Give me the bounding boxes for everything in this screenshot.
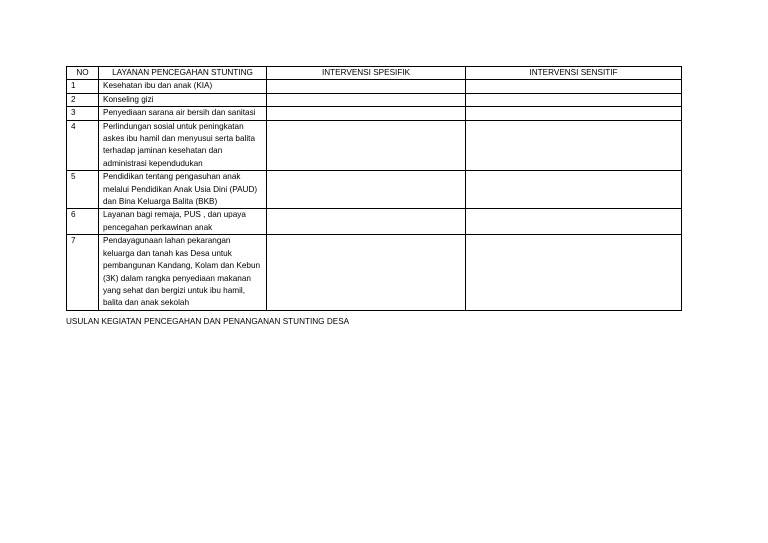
table-row: [67, 209, 682, 235]
sensitive-intervention-cell[interactable]: [466, 120, 682, 171]
row-number: 2: [67, 93, 99, 106]
table-row: [67, 235, 682, 310]
sensitive-intervention-cell[interactable]: [466, 209, 682, 235]
specific-intervention-cell[interactable]: [267, 171, 466, 209]
sensitive-intervention-cell[interactable]: [466, 107, 682, 120]
row-number: 1: [67, 80, 99, 93]
service-cell: Layanan bagi remaja, PUS , dan upaya pencegahan perkawinan anak: [99, 209, 267, 235]
document-caption: USULAN KEGIATAN PENCEGAHAN DAN PENANGANAN STUNTING DESA: [66, 317, 350, 326]
sensitive-intervention-cell[interactable]: [466, 93, 682, 106]
header-layanan: LAYANAN PENCEGAHAN STUNTING: [99, 67, 267, 80]
table-row: [67, 120, 682, 171]
specific-intervention-cell[interactable]: [267, 209, 466, 235]
service-cell: Pendidikan tentang pengasuhan anak melalui Pendidikan Anak Usia Dini (PAUD) dan Bina Keluarga Balita (BKB): [99, 171, 267, 209]
row-number: 3: [67, 107, 99, 120]
table-row: [67, 80, 682, 93]
table-row: [67, 93, 682, 106]
row-number: 6: [67, 209, 99, 235]
service-cell: Perlindungan sosial untuk peningkatan askes ibu hamil dan menyusui serta balita terhadap jaminan kesehatan dan administrasi kependudukan: [99, 120, 267, 171]
table-row: [67, 171, 682, 209]
header-intervensi-spesifik: INTERVENSI SPESIFIK: [267, 67, 466, 80]
specific-intervention-cell[interactable]: [267, 120, 466, 171]
specific-intervention-cell[interactable]: [267, 80, 466, 93]
table-header-row: [67, 67, 682, 80]
service-cell: Konseling gizi: [99, 93, 267, 106]
row-number: 5: [67, 171, 99, 209]
sensitive-intervention-cell[interactable]: [466, 235, 682, 310]
sensitive-intervention-cell[interactable]: [466, 80, 682, 93]
specific-intervention-cell[interactable]: [267, 107, 466, 120]
specific-intervention-cell[interactable]: [267, 93, 466, 106]
row-number: 7: [67, 235, 99, 310]
specific-intervention-cell[interactable]: [267, 235, 466, 310]
stunting-services-table: [66, 66, 682, 311]
sensitive-intervention-cell[interactable]: [466, 171, 682, 209]
service-cell: Penyediaan sarana air bersih dan sanitasi: [99, 107, 267, 120]
header-no: NO: [67, 67, 99, 80]
service-cell: Pendayagunaan lahan pekarangan keluarga dan tanah kas Desa untuk pembangunan Kandang, Kolam dan Kebun (3K) dalam rangka penyediaan makanan yang sehat dan bergizi untuk ibu hamil, balita dan anak sekolah: [99, 235, 267, 310]
service-cell: Kesehatan ibu dan anak (KIA): [99, 80, 267, 93]
table-row: [67, 107, 682, 120]
header-intervensi-sensitif: INTERVENSI SENSITIF: [466, 67, 682, 80]
row-number: 4: [67, 120, 99, 171]
